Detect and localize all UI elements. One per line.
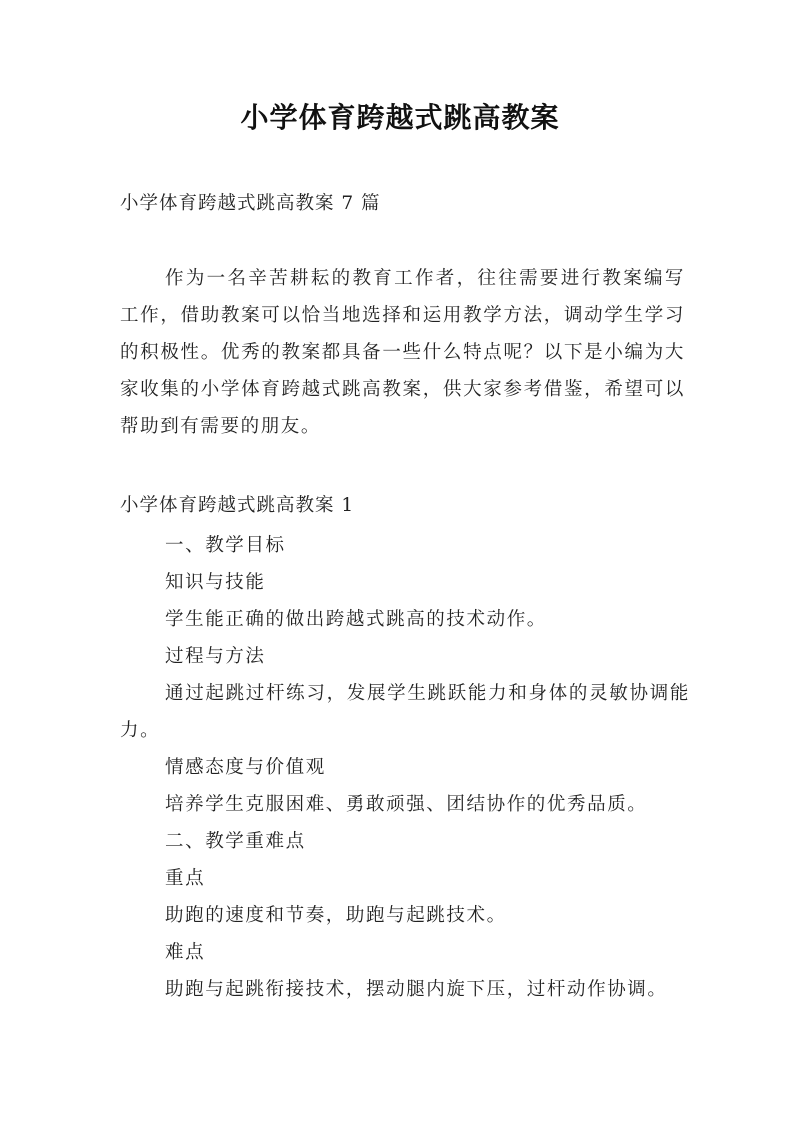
subheading-knowledge-skills: 知识与技能 xyxy=(165,572,266,593)
document-title: 小学体育跨越式跳高教案 xyxy=(240,101,560,134)
text-emotion-values: 培养学生克服困难、勇敢顽强、团结协作的优秀品质。 xyxy=(165,794,648,815)
lesson-plan-body xyxy=(120,527,690,1008)
heading-teaching-goals: 一、教学目标 xyxy=(165,535,286,556)
intro-paragraph: 作为一名辛苦耕耘的教育工作者，往往需要进行教案编写工作，借助教案可以恰当地选择和运用教学方法，调动学生学习的积极性。优秀的教案都具备一些什么特点呢？以下是小编为大家收集的小学体育跨越式跳高教案，供大家参考借鉴，希望可以帮助到有需要的朋友。 xyxy=(120,268,685,437)
subheading-emotion-values: 情感态度与价值观 xyxy=(165,757,326,778)
text-key-points: 助跑的速度和节奏，助跑与起跳技术。 xyxy=(165,905,507,926)
document-subtitle: 小学体育跨越式跳高教案 7 篇 xyxy=(120,193,381,214)
subheading-key-points: 重点 xyxy=(165,868,206,889)
subheading-process-method: 过程与方法 xyxy=(165,646,266,667)
heading-key-difficult-points: 二、教学重难点 xyxy=(165,831,306,852)
text-knowledge-skills: 学生能正确的做出跨越式跳高的技术动作。 xyxy=(165,609,547,630)
text-difficult-points: 助跑与起跳衔接技术，摆动腿内旋下压，过杆动作协调。 xyxy=(165,979,668,1000)
section-heading: 小学体育跨越式跳高教案 1 xyxy=(120,495,355,516)
subheading-difficult-points: 难点 xyxy=(165,942,206,963)
text-process-method: 通过起跳过杆练习，发展学生跳跃能力和身体的灵敏协调能力。 xyxy=(120,683,690,741)
